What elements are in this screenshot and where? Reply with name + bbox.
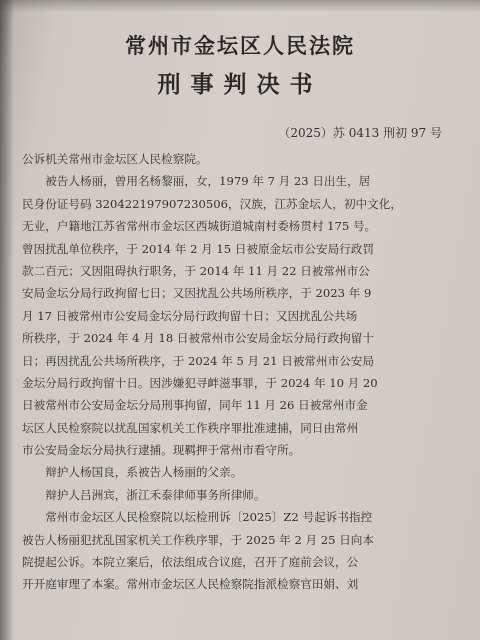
body-line: 日；再因扰乱公共场所秩序，于 2024 年 5 月 21 日被常州市公安局 bbox=[22, 353, 374, 368]
body-line: 常州市金坛区人民检察院以坛检刑诉〔2025〕Z2 号起诉书指控 bbox=[22, 510, 373, 525]
body-line: 辩护人杨国良，系被告人杨丽的父亲。 bbox=[22, 465, 243, 480]
body-line: 无业，户籍地江苏省常州市金坛区西城街道城南村委杨贯村 175 号。 bbox=[22, 219, 377, 234]
body-line: 金坛分局行政拘留十日。因涉嫌犯寻衅滋事罪，于 2024 年 10 月 20 bbox=[22, 375, 378, 390]
body-line: 市公安局金坛分局执行逮捕。现羁押于常州市看守所。 bbox=[22, 443, 301, 458]
document-title: 刑事判决书 bbox=[157, 72, 323, 98]
body-line: 院提起公诉。本院立案后，依法组成合议庭，召开了庭前会议，公 bbox=[22, 555, 359, 570]
body-line: 坛区人民检察院以扰乱国家机关工作秩序罪批准逮捕，同日由常州 bbox=[22, 420, 359, 435]
body-line: 曾因扰乱单位秩序，于 2014 年 2 月 15 日被原金坛市公安局行政罚 bbox=[22, 241, 374, 256]
body-line: 被告人杨丽，曾用名杨黎丽，女，1979 年 7 月 23 日出生，居 bbox=[22, 174, 371, 189]
court-name: 常州市金坛区人民法院 bbox=[125, 34, 355, 58]
case-number: （2025）苏 0413 刑初 97 号 bbox=[278, 126, 442, 140]
body-line: 公诉机关常州市金坛区人民检察院。 bbox=[22, 152, 208, 166]
body-line: 日被常州市公安局金坛分局刑事拘留，同年 11 月 26 日被常州市金 bbox=[22, 398, 368, 413]
body-line: 被告人杨丽犯扰乱国家机关工作秩序罪，于 2025 年 2 月 25 日向本 bbox=[22, 532, 374, 547]
body-line: 款二百元；又因阻碍执行职务，于 2014 年 11 月 22 日被常州市公 bbox=[22, 263, 370, 278]
body-line: 民身份证号码 320422197907230506，汉族，江苏金坛人，初中文化， bbox=[22, 196, 402, 211]
body-line: 安局金坛分局行政拘留七日；又因扰乱公共场所秩序，于 2023 年 9 bbox=[22, 286, 372, 301]
body-line: 所秩序，于 2024 年 4 月 18 日被常州市公安局金坛分局行政拘留十 bbox=[22, 331, 374, 346]
body-line: 月 17 日被常州市公安局金坛分局行政拘留十日；又因扰乱公共场 bbox=[22, 308, 358, 323]
body-text bbox=[22, 148, 474, 596]
body-line: 开开庭审理了本案。常州市金坛区人民检察院指派检察官田娟、刘 bbox=[22, 577, 359, 592]
body-line: 辩护人吕洲宾，浙江禾泰律师事务所律师。 bbox=[22, 487, 266, 502]
